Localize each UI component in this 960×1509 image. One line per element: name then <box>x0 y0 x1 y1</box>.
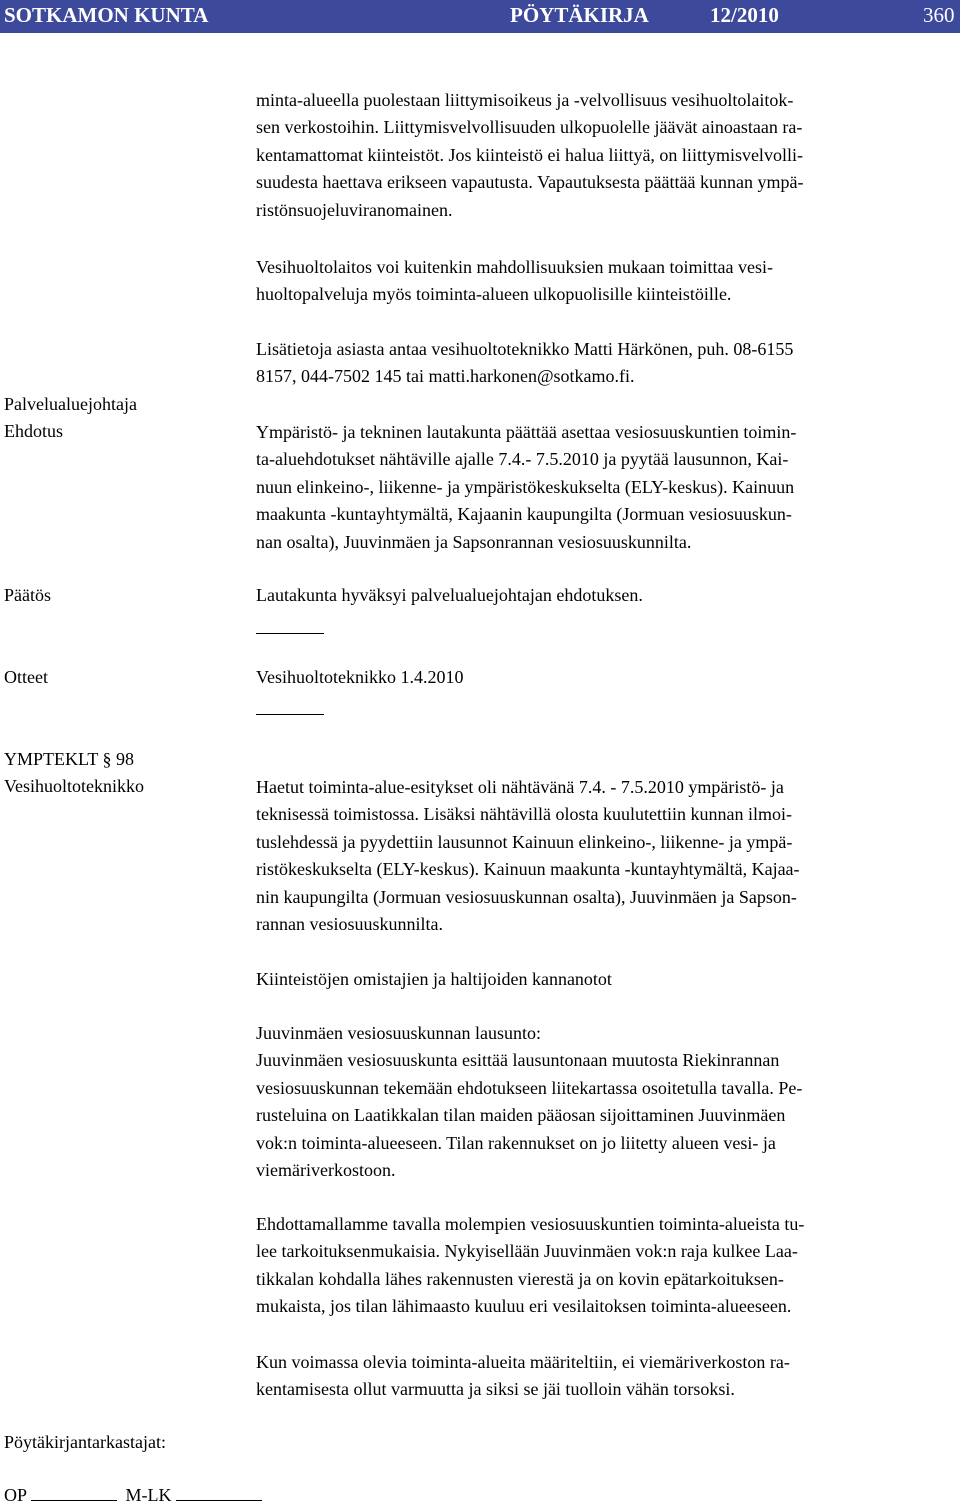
statement-title: Juuvinmäen vesiosuuskunnan lausunto: <box>256 1023 541 1043</box>
text-line: nan osalta), Juuvinmäen ja Sapsonrannan vesiosuuskunnilta. <box>256 531 692 552</box>
section-rule <box>256 633 324 634</box>
intro-paragraph <box>256 87 803 224</box>
document-type: PÖYTÄKIRJA <box>510 3 649 27</box>
text-line: Vesihuoltolaitos voi kuitenkin mahdollisuuksien mukaan toimittaa vesi- <box>256 257 773 277</box>
proposal-label <box>4 391 137 446</box>
text-line: mukaista, jos tilan lähimaasto kuuluu eri vesilaitoksen toiminta-alueeseen. <box>256 1296 792 1317</box>
text-line: Kun voimassa olevia toiminta-alueita määriteltiin, ei viemäriverkoston ra- <box>256 1352 790 1372</box>
text-line: 8157, 044-7502 145 tai matti.harkonen@sotkamo.fi. <box>256 366 635 387</box>
text-line: kentamisesta ollut varmuutta ja siksi se jäi tuolloin vähän torsoksi. <box>256 1379 735 1400</box>
inspector-initials-1: OP <box>4 1485 28 1505</box>
extracts-text: Vesihuoltoteknikko 1.4.2010 <box>256 667 464 687</box>
text-line: ta-aluehdotukset nähtäville ajalle 7.4.- 7.5.2010 ja pyytää lausunnon, Kai- <box>256 449 789 470</box>
text-line: vesiosuuskunnan tekemään ehdotukseen liitekartassa osoitetulla tavalla. Pe- <box>256 1077 803 1098</box>
service-note-paragraph <box>256 254 773 309</box>
owners-heading: Kiinteistöjen omistajien ja haltijoiden kannanotot <box>256 969 612 989</box>
decision-text: Lautakunta hyväksyi palvelualuejohtajan ehdotuksen. <box>256 585 643 605</box>
proposal-paragraph <box>256 419 796 556</box>
label-line: Ehdotus <box>4 421 64 442</box>
inspectors-label: Pöytäkirjantarkastajat: <box>4 1432 166 1452</box>
proposal-argument-paragraph <box>256 1211 804 1321</box>
text-line: Ympäristö- ja tekninen lautakunta päättää asettaa vesiosuuskuntien toimin- <box>256 422 797 442</box>
text-line: Ehdottamallamme tavalla molempien vesiosuuskuntien toiminta-alueista tu- <box>256 1214 805 1234</box>
contact-info-paragraph <box>256 336 793 391</box>
signature-line <box>176 1500 262 1501</box>
decision-label: Päätös <box>4 585 51 605</box>
text-line: teknisessä toimistossa. Lisäksi nähtävillä olosta kuulutettiin kunnan ilmoi- <box>256 804 792 825</box>
item-label <box>4 746 144 801</box>
organization-name: SOTKAMON KUNTA <box>4 3 209 27</box>
page-header <box>0 0 960 33</box>
text-line: rannan vesiosuuskunnilta. <box>256 914 443 935</box>
text-line: nin kaupungilta (Jormuan vesiosuuskunnan osalta), Juuvinmäen ja Sapson- <box>256 886 797 907</box>
final-paragraph <box>256 1349 790 1404</box>
text-line: sen verkostoihin. Liittymisvelvollisuuden ulkopuolelle jäävät ainoastaan ra- <box>256 117 803 138</box>
text-line: tikkalan kohdalla lähes rakennusten vierestä ja on kovin epätarkoituksen- <box>256 1268 784 1289</box>
text-line: lee tarkoituksenmukaisia. Nykyisellään Juuvinmäen vok:n raja kulkee Laa- <box>256 1241 798 1262</box>
text-line: minta-alueella puolestaan liittymisoikeus ja -velvollisuus vesihuoltolaitok- <box>256 90 794 110</box>
text-line: suudesta haettava erikseen vapautusta. Vapautuksesta päättää kunnan ympä- <box>256 172 804 193</box>
item-recipient: Vesihuoltoteknikko <box>4 776 144 797</box>
page-number: 360 <box>923 3 955 27</box>
text-line: huoltopalveluja myös toiminta-alueen ulkopuolisille kiinteistöille. <box>256 284 732 305</box>
text-line: tuslehdessä ja pyydettiin lausunnot Kainuun elinkeino-, liikenne- ja ympä- <box>256 831 793 852</box>
item-paragraph <box>256 774 800 938</box>
text-line: Haetut toiminta-alue-esitykset oli nähtävänä 7.4. - 7.5.2010 ympäristö- ja <box>256 777 784 797</box>
text-line: Juuvinmäen vesiosuuskunta esittää lausuntonaan muutosta Riekinrannan <box>256 1050 780 1071</box>
inspector-signatures <box>4 1482 266 1509</box>
text-line: rusteluina on Laatikkalan tilan maiden pääosan sijoittaminen Juuvinmäen <box>256 1105 786 1126</box>
item-number: YMPTEKLT § 98 <box>4 749 135 769</box>
text-line: ristökeskukselta (ELY-keskus). Kainuun maakunta -kuntayhtymältä, Kajaa- <box>256 859 800 880</box>
text-line: ristönsuojeluviranomainen. <box>256 199 453 220</box>
juuvinmaki-statement <box>256 1020 802 1184</box>
extracts-label: Otteet <box>4 667 48 687</box>
label-line: Palvelualuejohtaja <box>4 394 137 414</box>
text-line: Lisätietoja asiasta antaa vesihuoltoteknikko Matti Härkönen, puh. 08-6155 <box>256 339 794 359</box>
section-rule <box>256 714 324 715</box>
text-line: maakunta -kuntayhtymältä, Kajaanin kaupungilta (Jormuan vesiosuuskun- <box>256 504 792 525</box>
text-line: kentamattomat kiinteistöt. Jos kiinteistö ei halua liittyä, on liittymisvelvolli- <box>256 144 803 165</box>
inspector-initials-2: M-LK <box>125 1485 172 1505</box>
text-line: nuun elinkeino-, liikenne- ja ympäristökeskukselta (ELY-keskus). Kainuun <box>256 476 795 497</box>
text-line: viemäriverkostoon. <box>256 1160 396 1181</box>
issue-number: 12/2010 <box>710 3 779 27</box>
text-line: vok:n toiminta-alueeseen. Tilan rakennukset on jo liitetty alueen vesi- ja <box>256 1132 776 1153</box>
signature-line <box>31 1500 117 1501</box>
